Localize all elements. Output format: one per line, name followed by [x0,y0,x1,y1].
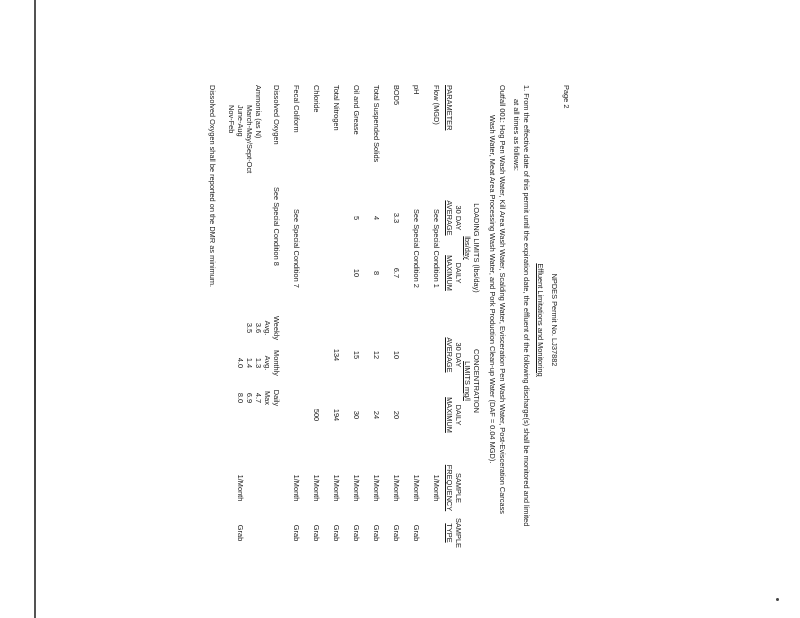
ammonia-daily-2: 6.9 [245,392,254,404]
conc-average-header: AVERAGE [445,337,454,373]
ammonia-monthly-header: Monthly [272,350,281,376]
table-row [420,85,440,555]
ammonia-monthly-2: 1.4 [245,357,254,369]
load-daily-header: DAILY [454,262,463,284]
ammonia-frequency: 1/Month [236,474,245,502]
footer-note: Dissolved Oxygen shall be reported on the DMR as minimum. [208,85,217,288]
type-header: TYPE [445,523,454,543]
load-avg-cell: 5 [352,215,361,221]
conc-max-cell: 194 [332,408,341,422]
section-title: Effluent Limitations and Monitoring [536,263,545,377]
special-condition-cell: See Special Condition 1 [432,209,441,288]
frequency-cell: 1/Month [412,474,421,502]
outfall-line-2: Wash Water, Meat Area Processing Wash Water, and Pork Production Clean-up Water (DAF = 0.04 MGD). [488,115,497,464]
intro-line-2: at all times as follows: [512,99,521,171]
frequency-cell: 1/Month [352,474,361,502]
ammonia-type: Grab [236,524,245,542]
table-row [320,85,340,555]
special-condition-cell: See Special Condition 7 [292,209,301,288]
scan-border-line [34,0,36,618]
type-cell: Grab [292,524,301,542]
frequency-cell: 1/Month [372,474,381,502]
table-row [380,85,400,555]
parameter-cell: pH [412,85,421,95]
ammonia-weekly-avg-header: Avg. [263,320,272,336]
conc-avg-cell: 10 [392,350,401,360]
conc-max-cell: 20 [392,410,401,420]
table-row [400,85,420,555]
parameter-header: PARAMETER [445,85,454,131]
conc-avg-cell: 134 [332,348,341,362]
loading-limits-title: LOADING LIMITS (lbs/day) [472,203,481,293]
load-max-cell: 10 [352,268,361,278]
load-30day-header: 30 DAY [454,205,463,231]
conc-max-cell: 30 [352,410,361,420]
table-row [340,85,360,555]
ammonia-weekly-header: Weekly [272,315,281,341]
ammonia-weekly-1: 3.6 [254,322,263,334]
type-cell: Grab [372,524,381,542]
parameter-cell: Flow (MGD) [432,85,441,125]
ammonia-daily-3: 8.0 [236,392,245,404]
ammonia-season-1: March-May/Sept-Oct [245,105,254,174]
ammonia-label: Ammonia (as N) [254,85,263,139]
table-row [360,85,380,555]
parameter-cell: Dissolved Oxygen [272,85,281,145]
type-cell: Grab [312,524,321,542]
loading-limits-unit: lbs/day [463,236,472,260]
load-max-cell: 8 [372,270,381,276]
load-avg-cell: 3.3 [392,212,401,224]
ammonia-weekly-2: 3.5 [245,322,254,334]
load-average-header: AVERAGE [445,200,454,236]
frequency-cell: 1/Month [332,474,341,502]
type-cell: Grab [412,524,421,542]
frequency-cell: 1/Month [432,474,441,502]
ammonia-monthly-3: 4.0 [236,357,245,369]
load-avg-cell: 4 [372,215,381,221]
page-number: Page 2 [562,85,571,109]
type-cell: Grab [352,524,361,542]
conc-maximum-header: MAXIMUM [445,397,454,433]
ammonia-daily-max-header: Max [263,391,272,405]
conc-max-cell: 500 [312,408,321,422]
parameter-cell: BOD5 [392,85,401,106]
ammonia-monthly-1: 1.3 [254,357,263,369]
frequency-cell: 1/Month [292,474,301,502]
frequency-header: FREQUENCY [445,464,454,512]
permit-number: NPDES Permit No. LJ37882 [550,273,559,367]
parameter-cell: Chloride [312,85,321,113]
ammonia-monthly-avg-header: Avg. [263,355,272,371]
load-max-cell: 6.7 [392,267,401,279]
special-condition-cell: See Special Condition 2 [412,209,421,288]
conc-max-cell: 24 [372,410,381,420]
frequency-cell: 1/Month [312,474,321,502]
ammonia-season-3: Nov-Feb [227,105,236,134]
sample2-header: SAMPLE [454,518,463,548]
intro-line-1: 1. From the effective date of this permit until the expiration date, the effluent of the following discharge(s) shall be monitored and limited [522,85,531,527]
type-cell: Grab [392,524,401,542]
conc-30day-header: 30 DAY [454,342,463,368]
ammonia-season-2: June-Aug [236,105,245,137]
conc-avg-cell: 12 [372,350,381,360]
scan-speck [776,598,779,601]
concentration-title: CONCENTRATION [472,349,481,413]
type-cell: Grab [332,524,341,542]
frequency-cell: 1/Month [392,474,401,502]
parameter-cell: Total Nitrogen [332,85,341,131]
table-row [300,85,320,555]
parameter-cell: Total Suspended Solids [372,85,381,163]
conc-daily-header: DAILY [454,404,463,426]
sample-header: SAMPLE [454,473,463,503]
parameter-cell: Oil and Grease [352,85,361,135]
concentration-unit: LIMITS mg/l [463,361,472,401]
ammonia-daily-1: 4.7 [254,392,263,404]
rotated-permit-page [210,85,570,555]
table-row [280,85,300,555]
outfall-line-1: Outfall 001: Hog Pen Wash Water, Kill Area Wash Water, Scalding Water, Evisceration Pen Wash Water, Post-Evisceration Carcass [498,85,507,514]
load-maximum-header: MAXIMUM [445,255,454,291]
conc-avg-cell: 15 [352,350,361,360]
ammonia-daily-header: Daily [272,389,281,407]
special-condition-cell: See Special Condition 8 [272,187,281,266]
parameter-cell: Fecal Coliform [292,85,301,133]
